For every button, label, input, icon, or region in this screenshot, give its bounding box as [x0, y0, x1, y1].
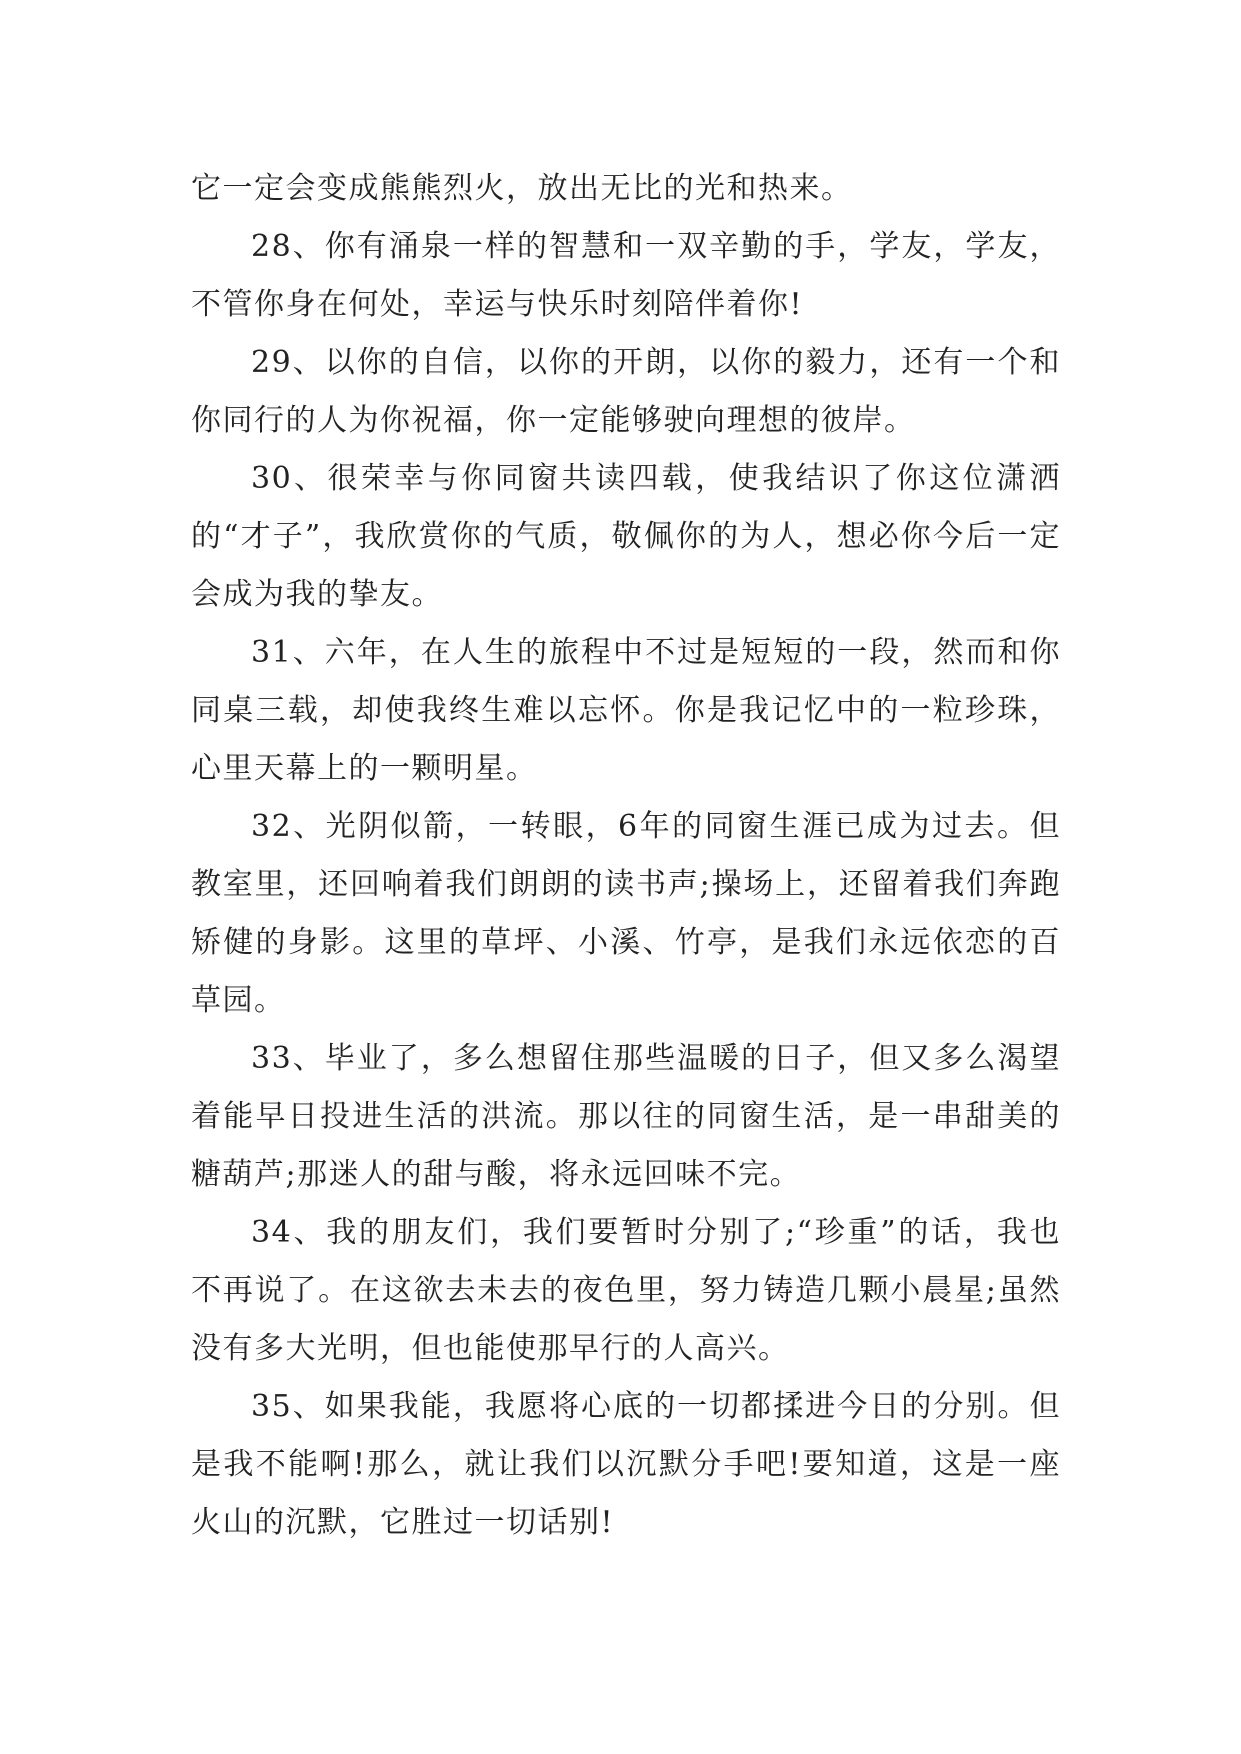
document-body [191, 160, 1061, 1552]
paragraph-31: 31、六年，在人生的旅程中不过是短短的一段，然而和你同桌三载，却使我终生难以忘怀。你是我记忆中的一粒珍珠，心里天幕上的一颗明星。 [191, 635, 1061, 786]
paragraph-35: 35、如果我能，我愿将心底的一切都揉进今日的分别。但是我不能啊!那么，就让我们以沉默分手吧!要知道，这是一座火山的沉默，它胜过一切话别! [191, 1389, 1061, 1540]
paragraph-34: 34、我的朋友们，我们要暂时分别了;“珍重”的话，我也不再说了。在这欲去未去的夜色里，努力铸造几颗小晨星;虽然没有多大光明，但也能使那早行的人高兴。 [191, 1215, 1061, 1366]
paragraph-continuation: 它一定会变成熊熊烈火，放出无比的光和热来。 [191, 171, 853, 206]
paragraph-29: 29、以你的自信，以你的开朗，以你的毅力，还有一个和你同行的人为你祝福，你一定能够驶向理想的彼岸。 [191, 345, 1061, 438]
paragraph-32: 32、光阴似箭，一转眼，6年的同窗生涯已成为过去。但教室里，还回响着我们朗朗的读书声;操场上，还留着我们奔跑矫健的身影。这里的草坪、小溪、竹亭，是我们永远依恋的百草园。 [191, 809, 1061, 1018]
paragraph-28: 28、你有涌泉一样的智慧和一双辛勤的手，学友，学友，不管你身在何处，幸运与快乐时刻陪伴着你! [191, 229, 1061, 322]
paragraph-30: 30、很荣幸与你同窗共读四载，使我结识了你这位潇洒的“才子”，我欣赏你的气质，敬佩你的为人，想必你今后一定会成为我的挚友。 [191, 461, 1061, 612]
paragraph-33: 33、毕业了，多么想留住那些温暖的日子，但又多么渴望着能早日投进生活的洪流。那以往的同窗生活，是一串甜美的糖葫芦;那迷人的甜与酸，将永远回味不完。 [191, 1041, 1061, 1192]
